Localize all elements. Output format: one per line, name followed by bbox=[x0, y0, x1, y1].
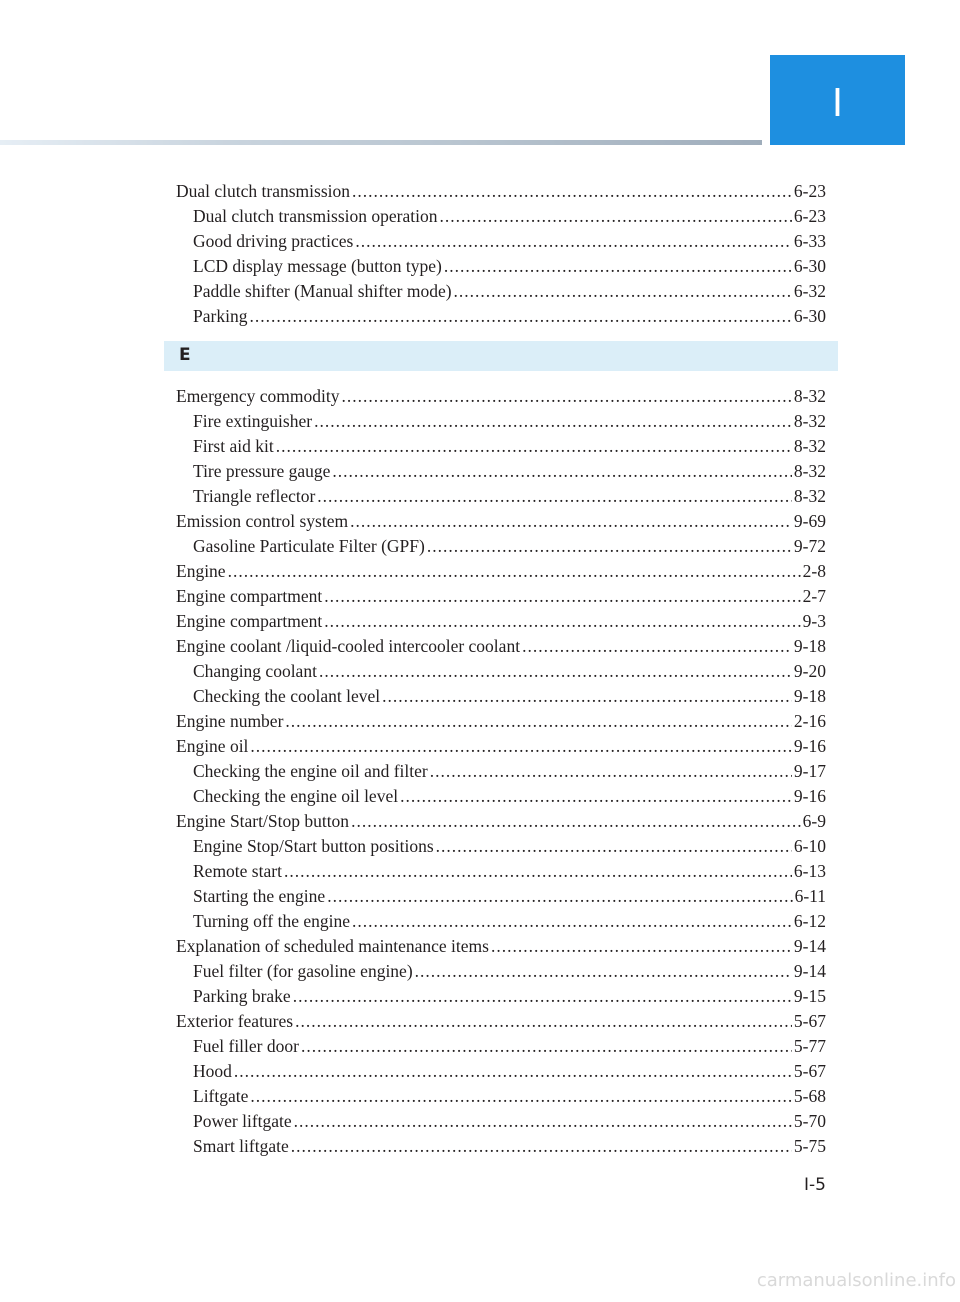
index-subentry bbox=[176, 984, 826, 1009]
dot-leader bbox=[436, 834, 792, 859]
entry-label: Emergency commodity bbox=[176, 386, 340, 406]
entry-label: Paddle shifter (Manual shifter mode) bbox=[193, 281, 452, 301]
index-subentry bbox=[176, 909, 826, 934]
entry-page: 8-32 bbox=[793, 436, 826, 456]
entry-label: Emission control system bbox=[176, 511, 349, 531]
entry-page: 6-30 bbox=[793, 256, 826, 276]
entry-page: 6-30 bbox=[793, 306, 826, 326]
index-subentry bbox=[176, 959, 826, 984]
index-subentry bbox=[176, 229, 826, 254]
entry-label: Parking bbox=[193, 306, 248, 326]
entry-page: 8-32 bbox=[793, 411, 826, 431]
entry-label: Checking the engine oil and filter bbox=[193, 761, 428, 781]
entry-label: Tire pressure gauge bbox=[193, 461, 331, 481]
index-subentry bbox=[176, 459, 826, 484]
entry-label: Checking the engine oil level bbox=[193, 786, 399, 806]
entry-page: 9-16 bbox=[793, 786, 826, 806]
entry-page: 5-70 bbox=[793, 1111, 826, 1131]
index-entry bbox=[176, 634, 826, 659]
index-subentry bbox=[176, 659, 826, 684]
entry-page: 6-23 bbox=[793, 206, 826, 226]
dot-leader bbox=[427, 534, 792, 559]
entry-page: 9-14 bbox=[793, 961, 826, 981]
entry-page: 8-32 bbox=[793, 386, 826, 406]
dot-leader bbox=[352, 909, 792, 934]
dot-leader bbox=[250, 734, 792, 759]
entry-label: Gasoline Particulate Filter (GPF) bbox=[193, 536, 425, 556]
dot-leader bbox=[400, 784, 792, 809]
dot-leader bbox=[454, 279, 792, 304]
index-subentry bbox=[176, 884, 826, 909]
dot-leader bbox=[341, 384, 791, 409]
entry-page: 5-75 bbox=[793, 1136, 826, 1156]
entry-label: LCD display message (button type) bbox=[193, 256, 442, 276]
entry-page: 9-20 bbox=[793, 661, 826, 681]
entry-label: Explanation of scheduled maintenance items bbox=[176, 936, 489, 956]
entry-label: Engine Start/Stop button bbox=[176, 811, 350, 831]
watermark: carmanualsonline.info bbox=[756, 1270, 956, 1291]
entry-page: 6-13 bbox=[793, 861, 826, 881]
dot-leader bbox=[355, 229, 792, 254]
index-list bbox=[176, 179, 826, 1159]
entry-page: 5-67 bbox=[793, 1011, 826, 1031]
index-entry bbox=[176, 509, 826, 534]
index-subentry bbox=[176, 834, 826, 859]
dot-leader bbox=[324, 584, 800, 609]
dot-leader bbox=[314, 409, 792, 434]
page-number: I-5 bbox=[804, 1175, 826, 1195]
dot-leader bbox=[234, 1059, 792, 1084]
dot-leader bbox=[439, 204, 791, 229]
dot-leader bbox=[294, 1109, 792, 1134]
entry-label: Dual clutch transmission bbox=[176, 181, 351, 201]
index-entry bbox=[176, 584, 826, 609]
dot-leader bbox=[319, 659, 792, 684]
dot-leader bbox=[415, 959, 792, 984]
entry-page: 9-18 bbox=[793, 636, 826, 656]
entry-page: 8-32 bbox=[793, 461, 826, 481]
index-subentry bbox=[176, 1034, 826, 1059]
index-entry bbox=[176, 609, 826, 634]
index-subentry bbox=[176, 409, 826, 434]
index-entry bbox=[176, 709, 826, 734]
entry-page: 9-3 bbox=[802, 611, 826, 631]
dot-leader bbox=[350, 509, 792, 534]
entry-label: Checking the coolant level bbox=[193, 686, 381, 706]
entry-label: Turning off the engine bbox=[193, 911, 351, 931]
index-subentry bbox=[176, 684, 826, 709]
index-entry bbox=[176, 384, 826, 409]
index-subentry bbox=[176, 859, 826, 884]
entry-label: Fuel filler door bbox=[193, 1036, 299, 1056]
index-subentry bbox=[176, 1059, 826, 1084]
entry-label: Starting the engine bbox=[193, 886, 326, 906]
header-rule bbox=[0, 140, 762, 145]
entry-label: Good driving practices bbox=[193, 231, 354, 251]
entry-label: Engine oil bbox=[176, 736, 249, 756]
dot-leader bbox=[522, 634, 792, 659]
section-header: E bbox=[164, 341, 838, 371]
entry-label: Engine number bbox=[176, 711, 284, 731]
entry-label: Parking brake bbox=[193, 986, 291, 1006]
chapter-tab-label: I bbox=[831, 81, 844, 125]
dot-leader bbox=[324, 609, 800, 634]
index-subentry bbox=[176, 304, 826, 329]
entry-page: 8-32 bbox=[793, 486, 826, 506]
entry-page: 9-18 bbox=[793, 686, 826, 706]
dot-leader bbox=[382, 684, 792, 709]
dot-leader bbox=[444, 254, 792, 279]
dot-leader bbox=[293, 984, 792, 1009]
index-subentry bbox=[176, 484, 826, 509]
entry-page: 9-69 bbox=[793, 511, 826, 531]
entry-page: 9-14 bbox=[793, 936, 826, 956]
index-subentry bbox=[176, 204, 826, 229]
entry-label: Hood bbox=[193, 1061, 232, 1081]
entry-label: Liftgate bbox=[193, 1086, 249, 1106]
entry-page: 6-23 bbox=[793, 181, 826, 201]
entry-page: 2-7 bbox=[802, 586, 826, 606]
entry-page: 5-67 bbox=[793, 1061, 826, 1081]
index-subentry bbox=[176, 534, 826, 559]
entry-label: Engine coolant /liquid-cooled intercooler coolant bbox=[176, 636, 521, 656]
index-entry bbox=[176, 934, 826, 959]
index-subentry bbox=[176, 784, 826, 809]
entry-page: 5-77 bbox=[793, 1036, 826, 1056]
dot-leader bbox=[291, 1134, 792, 1159]
index-entry bbox=[176, 734, 826, 759]
entry-label: Engine Stop/Start button positions bbox=[193, 836, 434, 856]
index-subentry bbox=[176, 759, 826, 784]
entry-page: 5-68 bbox=[793, 1086, 826, 1106]
chapter-tab bbox=[770, 55, 905, 145]
index-subentry bbox=[176, 1084, 826, 1109]
entry-page: 9-72 bbox=[793, 536, 826, 556]
dot-leader bbox=[284, 859, 792, 884]
dot-leader bbox=[295, 1009, 792, 1034]
index-entry bbox=[176, 179, 826, 204]
dot-leader bbox=[491, 934, 792, 959]
dot-leader bbox=[352, 179, 792, 204]
entry-label: Fuel filter (for gasoline engine) bbox=[193, 961, 413, 981]
entry-page: 6-11 bbox=[794, 886, 826, 906]
index-subentry bbox=[176, 254, 826, 279]
index-subentry bbox=[176, 1134, 826, 1159]
dot-leader bbox=[351, 809, 801, 834]
entry-page: 6-12 bbox=[793, 911, 826, 931]
dot-leader bbox=[332, 459, 792, 484]
dot-leader bbox=[285, 709, 792, 734]
index-entry bbox=[176, 809, 826, 834]
entry-label: Exterior features bbox=[176, 1011, 294, 1031]
dot-leader bbox=[276, 434, 792, 459]
entry-page: 6-32 bbox=[793, 281, 826, 301]
entry-page: 6-9 bbox=[802, 811, 826, 831]
entry-page: 2-16 bbox=[793, 711, 826, 731]
entry-label: First aid kit bbox=[193, 436, 274, 456]
dot-leader bbox=[301, 1034, 792, 1059]
entry-label: Triangle reflector bbox=[193, 486, 316, 506]
entry-page: 2-8 bbox=[802, 561, 826, 581]
entry-label: Changing coolant bbox=[193, 661, 317, 681]
entry-page: 9-15 bbox=[793, 986, 826, 1006]
entry-label: Engine compartment bbox=[176, 586, 323, 606]
index-subentry bbox=[176, 434, 826, 459]
entry-page: 6-10 bbox=[793, 836, 826, 856]
dot-leader bbox=[250, 1084, 792, 1109]
entry-label: Remote start bbox=[193, 861, 282, 881]
entry-page: 9-17 bbox=[793, 761, 826, 781]
entry-label: Smart liftgate bbox=[193, 1136, 289, 1156]
dot-leader bbox=[317, 484, 792, 509]
entry-label: Engine compartment bbox=[176, 611, 323, 631]
dot-leader bbox=[249, 304, 791, 329]
dot-leader bbox=[228, 559, 801, 584]
dot-leader bbox=[327, 884, 792, 909]
index-entry bbox=[176, 1009, 826, 1034]
entry-label: Fire extinguisher bbox=[193, 411, 313, 431]
entry-label: Dual clutch transmission operation bbox=[193, 206, 438, 226]
index-subentry bbox=[176, 1109, 826, 1134]
dot-leader bbox=[430, 759, 792, 784]
entry-label: Power liftgate bbox=[193, 1111, 292, 1131]
entry-label: Engine bbox=[176, 561, 226, 581]
index-entry bbox=[176, 559, 826, 584]
entry-page: 9-16 bbox=[793, 736, 826, 756]
index-subentry bbox=[176, 279, 826, 304]
entry-page: 6-33 bbox=[793, 231, 826, 251]
